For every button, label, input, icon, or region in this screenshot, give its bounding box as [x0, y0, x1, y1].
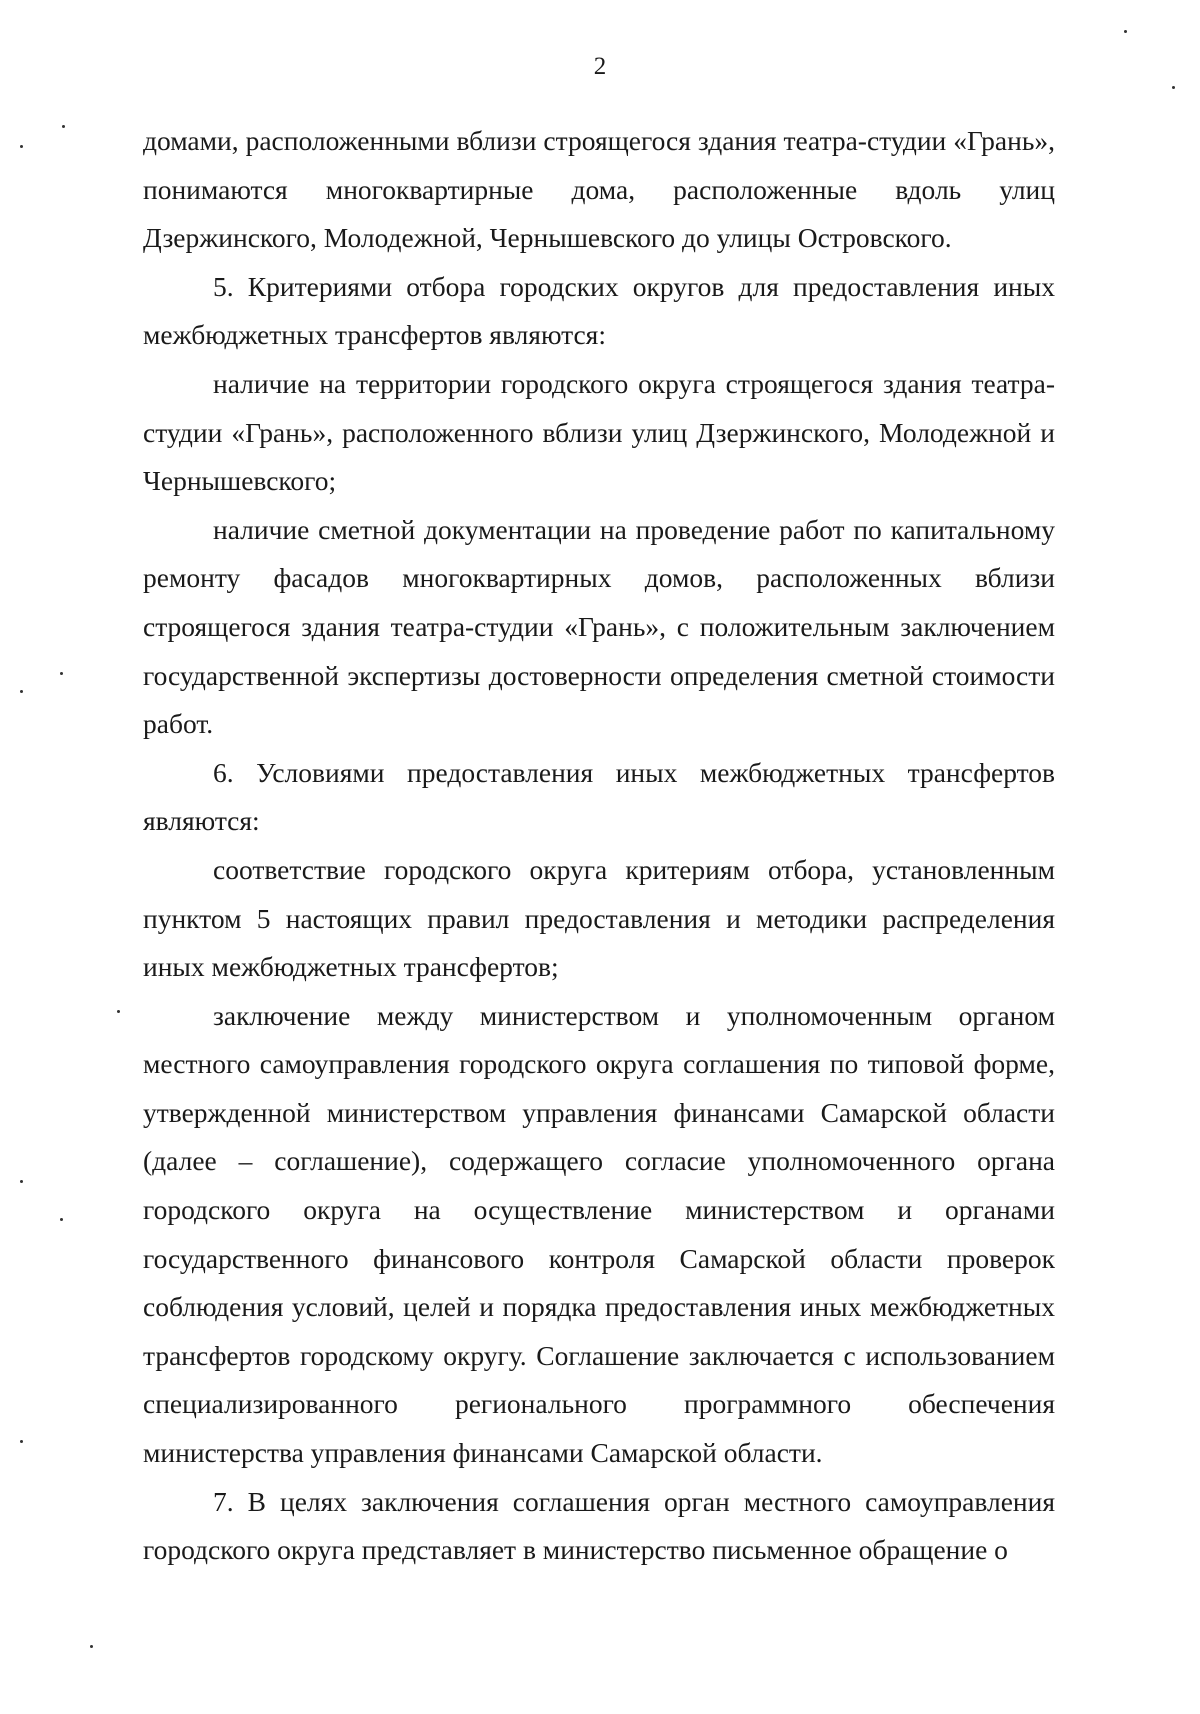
paragraph-item-7: 7. В целях заключения соглашения орган местного самоуправления городского округа представляет в министерство письменное обращение о: [143, 1485, 1055, 1566]
paragraph-condition-2: заключение между министерством и уполномоченным органом местного самоуправления городского округа соглашения по типовой форме, утвержденной министерством управления финансами Самарской области (далее – соглашение), содержащего согласие уполномоченного органа городского округа на осуществление министерством и органами государственного финансового контроля Самарской области проверок соблюдения условий, целей и порядка предоставления иных межбюджетных трансфертов городскому округу. Соглашение заключается с использованием специализированного регионального программного обеспечения министерства управления финансами Самарской области.: [143, 999, 1055, 1469]
scan-speck: [60, 1218, 63, 1221]
paragraph-item-5: 5. Критериями отбора городских округов для предоставления иных межбюджетных трансфертов являются:: [143, 270, 1055, 351]
scan-speck: [20, 1440, 23, 1443]
page-number: 2: [593, 53, 607, 80]
scan-speck: [60, 672, 63, 675]
paragraph-criterion-1: наличие на территории городского округа строящегося здания театра-студии «Грань», расположенного вблизи улиц Дзержинского, Молодежной и Чернышевского;: [143, 367, 1055, 497]
paragraph-continuation: домами, расположенными вблизи строящегося здания театра-студии «Грань», понимаются многоквартирные дома, расположенные вдоль улиц Дзержинского, Молодежной, Чернышевского до улицы Островского.: [143, 125, 1055, 254]
paragraph-condition-1: соответствие городского округа критериям отбора, установленным пунктом 5 настоящих правил предоставления и методики распределения иных межбюджетных трансфертов;: [143, 853, 1055, 983]
paragraph-item-6: 6. Условиями предоставления иных межбюджетных трансфертов являются:: [143, 756, 1055, 837]
scan-speck: [20, 1180, 23, 1183]
scan-speck: [117, 1010, 120, 1013]
paragraph-criterion-2: наличие сметной документации на проведение работ по капитальному ремонту фасадов многоквартирных домов, расположенных вблизи строящегося здания театра-студии «Грань», с положительным заключением государственной экспертизы достоверности определения сметной стоимости работ.: [143, 513, 1055, 740]
scan-speck: [1124, 30, 1127, 33]
scan-speck: [20, 690, 23, 693]
scan-speck: [20, 145, 23, 148]
scan-speck: [1172, 86, 1175, 89]
document-body: [143, 117, 1055, 1575]
scan-speck: [62, 125, 65, 128]
scan-speck: [90, 1645, 93, 1648]
